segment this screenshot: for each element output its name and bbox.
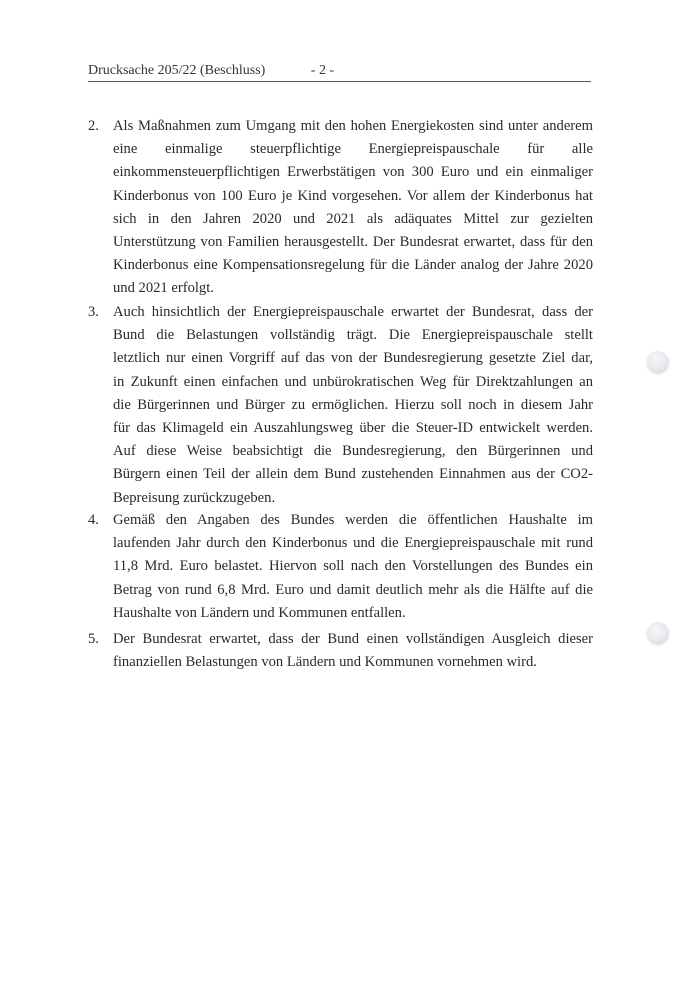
paragraph-number: 2.	[88, 118, 99, 134]
paragraph-5	[88, 628, 593, 674]
paragraph-number: 3.	[88, 304, 99, 320]
text-line: für das Klimageld ein Auszahlungsweg über die Steuer-ID entwickelt werden.	[113, 419, 593, 436]
text-line: sich in den Jahren 2020 und 2021 als adäquates Mittel zur gezielten	[113, 210, 593, 227]
text-line: Auf diese Weise beabsichtigt die Bundesregierung, den Bürgerinnen und	[113, 443, 593, 460]
punch-hole-upper	[647, 351, 669, 373]
page-number: - 2 -	[310, 63, 335, 78]
text-line: eine einmalige steuerpflichtige Energiepreispauschale für alle	[113, 141, 593, 158]
text-line: in Zukunft einen einfachen und unbürokratischen Weg für Direktzahlungen an	[113, 373, 593, 390]
text-line: finanziellen Belastungen von Ländern und Kommunen vornehmen wird.	[113, 654, 537, 671]
text-line: Bund die Belastungen vollständig trägt. Die Energiepreispauschale stellt	[113, 327, 593, 344]
text-line: 11,8 Mrd. Euro belastet. Hiervon soll nach den Vorstellungen des Bundes ein	[113, 558, 593, 575]
paragraph-3	[88, 301, 593, 510]
paragraph-number: 4.	[88, 512, 99, 528]
punch-hole-lower	[647, 622, 669, 644]
paragraph-2	[88, 115, 593, 301]
text-line co2-line: Bürgern einen Teil der allein dem Bund zustehenden Einnahmen aus der CO2-	[113, 466, 593, 483]
paragraph-body	[113, 301, 593, 510]
text-line: Als Maßnahmen zum Umgang mit den hohen Energiekosten sind unter anderem	[113, 118, 593, 134]
text-line: einkommensteuerpflichtigen Erwerbstätigen von 300 Euro und ein einmaliger	[113, 164, 593, 181]
text-line: Auch hinsichtlich der Energiepreispauschale erwartet der Bundesrat, dass der	[113, 304, 593, 320]
text-line: Kinderbonus von 100 Euro je Kind vorgesehen. Vor allem der Kinderbonus hat	[113, 187, 593, 204]
page-header	[88, 62, 591, 82]
paragraph-body	[113, 628, 593, 674]
text-line: Kinderbonus eine Kompensationsregelung für die Länder analog der Jahre 2020	[113, 257, 593, 274]
text-line: Betrag von rund 6,8 Mrd. Euro und damit deutlich mehr als die Hälfte auf die	[113, 581, 593, 598]
paragraph-number: 5.	[88, 631, 99, 647]
text-line: Gemäß den Angaben des Bundes werden die öffentlichen Haushalte im	[113, 512, 593, 528]
text-line: letztlich nur einen Vorgriff auf das von der Bundesregierung gesetzte Ziel dar,	[113, 350, 593, 367]
document-reference: Drucksache 205/22 (Beschluss)	[88, 63, 266, 78]
text-line: Haushalte von Ländern und Kommunen entfallen.	[113, 604, 406, 621]
paragraph-body	[113, 115, 593, 301]
text-line: laufenden Jahr durch den Kinderbonus und die Energiepreispauschale mit rund	[113, 535, 593, 552]
text-line: Unterstützung von Familien herausgestellt. Der Bundesrat erwartet, dass für den	[113, 233, 593, 250]
paragraph-body	[113, 509, 593, 625]
paragraph-4	[88, 509, 593, 625]
text-line: und 2021 erfolgt.	[113, 280, 214, 297]
text-line: die Bürgerinnen und Bürger zu ermöglichen. Hierzu soll noch in diesem Jahr	[113, 396, 593, 413]
text-line: Bepreisung zurückzugeben.	[113, 489, 276, 506]
text-line: Der Bundesrat erwartet, dass der Bund einen vollständigen Ausgleich dieser	[113, 631, 593, 647]
